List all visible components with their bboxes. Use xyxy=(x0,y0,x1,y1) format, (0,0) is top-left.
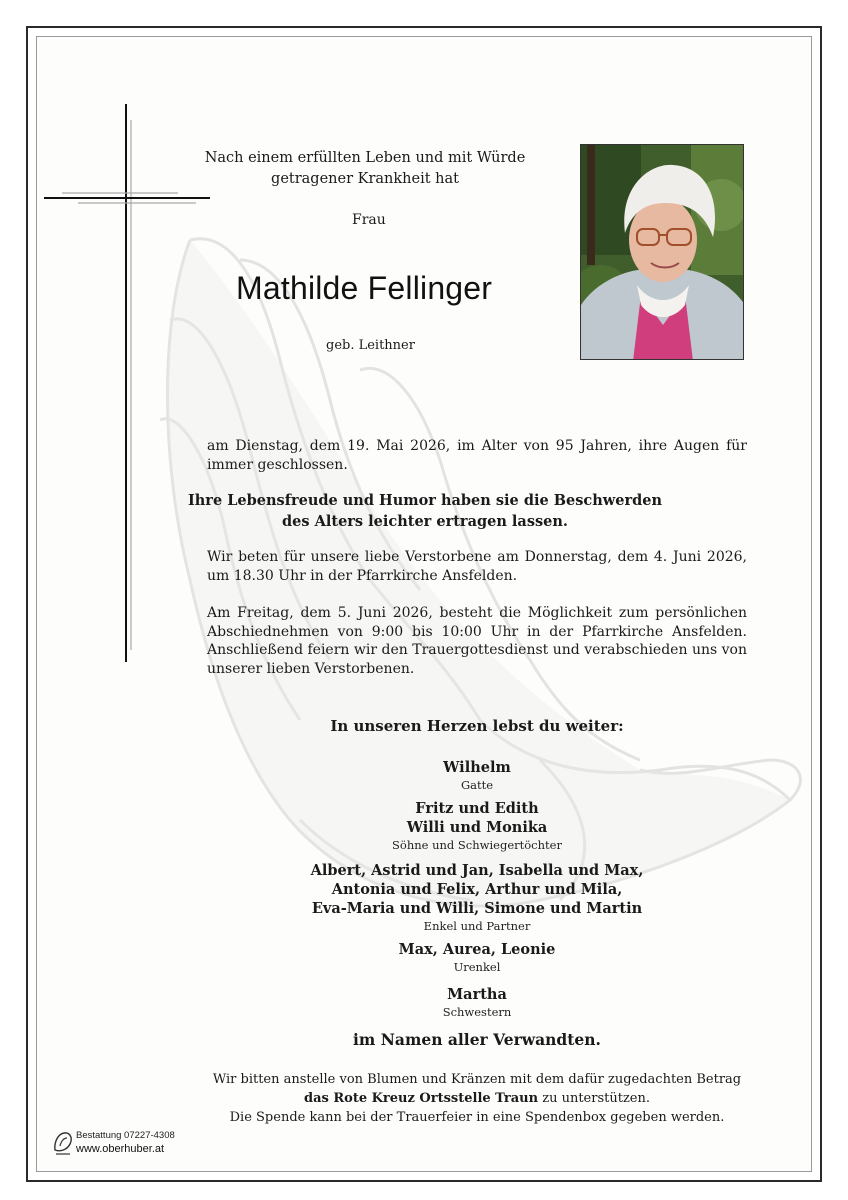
intro-text: Nach einem erfüllten Leben und mit Würde getragener Krankheit hat xyxy=(204,150,526,187)
mourner-role: Schwestern xyxy=(442,1005,512,1019)
farewell-paragraph: Am Freitag, dem 5. Juni 2026, besteht die Möglichkeit zum persönlichen Abschiednehmen von 9:00 bis 10:00 Uhr in der Pfarrkirche Ansfelden. Anschließend feiern wir den Trauergottesdienst und verabschieden uns von unserer lieben Verstorbenen. xyxy=(207,605,747,677)
quote-line-1: Ihre Lebensfreude und Humor haben sie die Beschwerden xyxy=(187,492,663,509)
portrait-photo xyxy=(580,144,744,360)
mourner-group-great-grandchildren xyxy=(207,940,747,975)
donation-recipient: das Rote Kreuz Ortsstelle Traun xyxy=(304,1091,539,1106)
donation-line-1: Wir bitten anstelle von Blumen und Kränzen mit dem dafür zugedachten Betrag xyxy=(212,1072,742,1087)
birth-name: geb. Leithner xyxy=(326,338,415,353)
deceased-name: Mathilde Fellinger xyxy=(236,270,493,306)
funeral-home-website: www.oberhuber.at xyxy=(76,1143,165,1155)
quote-line-2: des Alters leichter ertragen lassen. xyxy=(282,513,568,530)
mourner-group-sons xyxy=(207,799,747,853)
funeral-home-emblem-icon xyxy=(52,1130,74,1156)
death-announcement-paragraph: am Dienstag, dem 19. Mai 2026, im Alter von 95 Jahren, ihre Augen für immer geschlossen. xyxy=(207,438,747,473)
donation-note xyxy=(207,1070,747,1127)
mourner-role: Söhne und Schwiegertöchter xyxy=(392,838,562,852)
mourner-names: Antonia und Felix, Arthur und Mila, xyxy=(331,881,623,898)
donation-line-2 xyxy=(207,1089,747,1108)
mourner-names: Wilhelm xyxy=(443,759,511,776)
salutation: Frau xyxy=(352,212,386,228)
mourner-names: Martha xyxy=(447,986,507,1003)
mourner-names: Max, Aurea, Leonie xyxy=(398,941,556,958)
mourner-group-sisters xyxy=(207,985,747,1020)
mourner-group-spouse xyxy=(207,758,747,793)
mourner-group-grandchildren xyxy=(207,861,747,934)
mourner-role: Enkel und Partner xyxy=(423,919,531,933)
mourner-role: Gatte xyxy=(460,778,494,792)
donation-line-3: Die Spende kann bei der Trauerfeier in eine Spendenbox gegeben werden. xyxy=(229,1110,725,1125)
donation-line-2-rest: zu unterstützen. xyxy=(538,1091,650,1106)
mourner-names: Willi und Monika xyxy=(406,819,548,836)
funeral-home-logo xyxy=(52,1130,192,1162)
closing-line: im Namen aller Verwandten. xyxy=(353,1030,601,1049)
mourner-names: Fritz und Edith xyxy=(415,800,539,817)
prayer-paragraph: Wir beten für unsere liebe Verstorbene am Donnerstag, dem 4. Juni 2026, um 18.30 Uhr in der Pfarrkirche Ansfelden. xyxy=(207,549,747,584)
funeral-home-phone: Bestattung 07227-4308 xyxy=(76,1130,175,1141)
mourner-role: Urenkel xyxy=(453,960,501,974)
mourner-names: Eva-Maria und Willi, Simone und Martin xyxy=(311,900,643,917)
mourner-names: Albert, Astrid und Jan, Isabella und Max, xyxy=(310,862,644,879)
mourners-heading: In unseren Herzen lebst du weiter: xyxy=(330,717,624,735)
